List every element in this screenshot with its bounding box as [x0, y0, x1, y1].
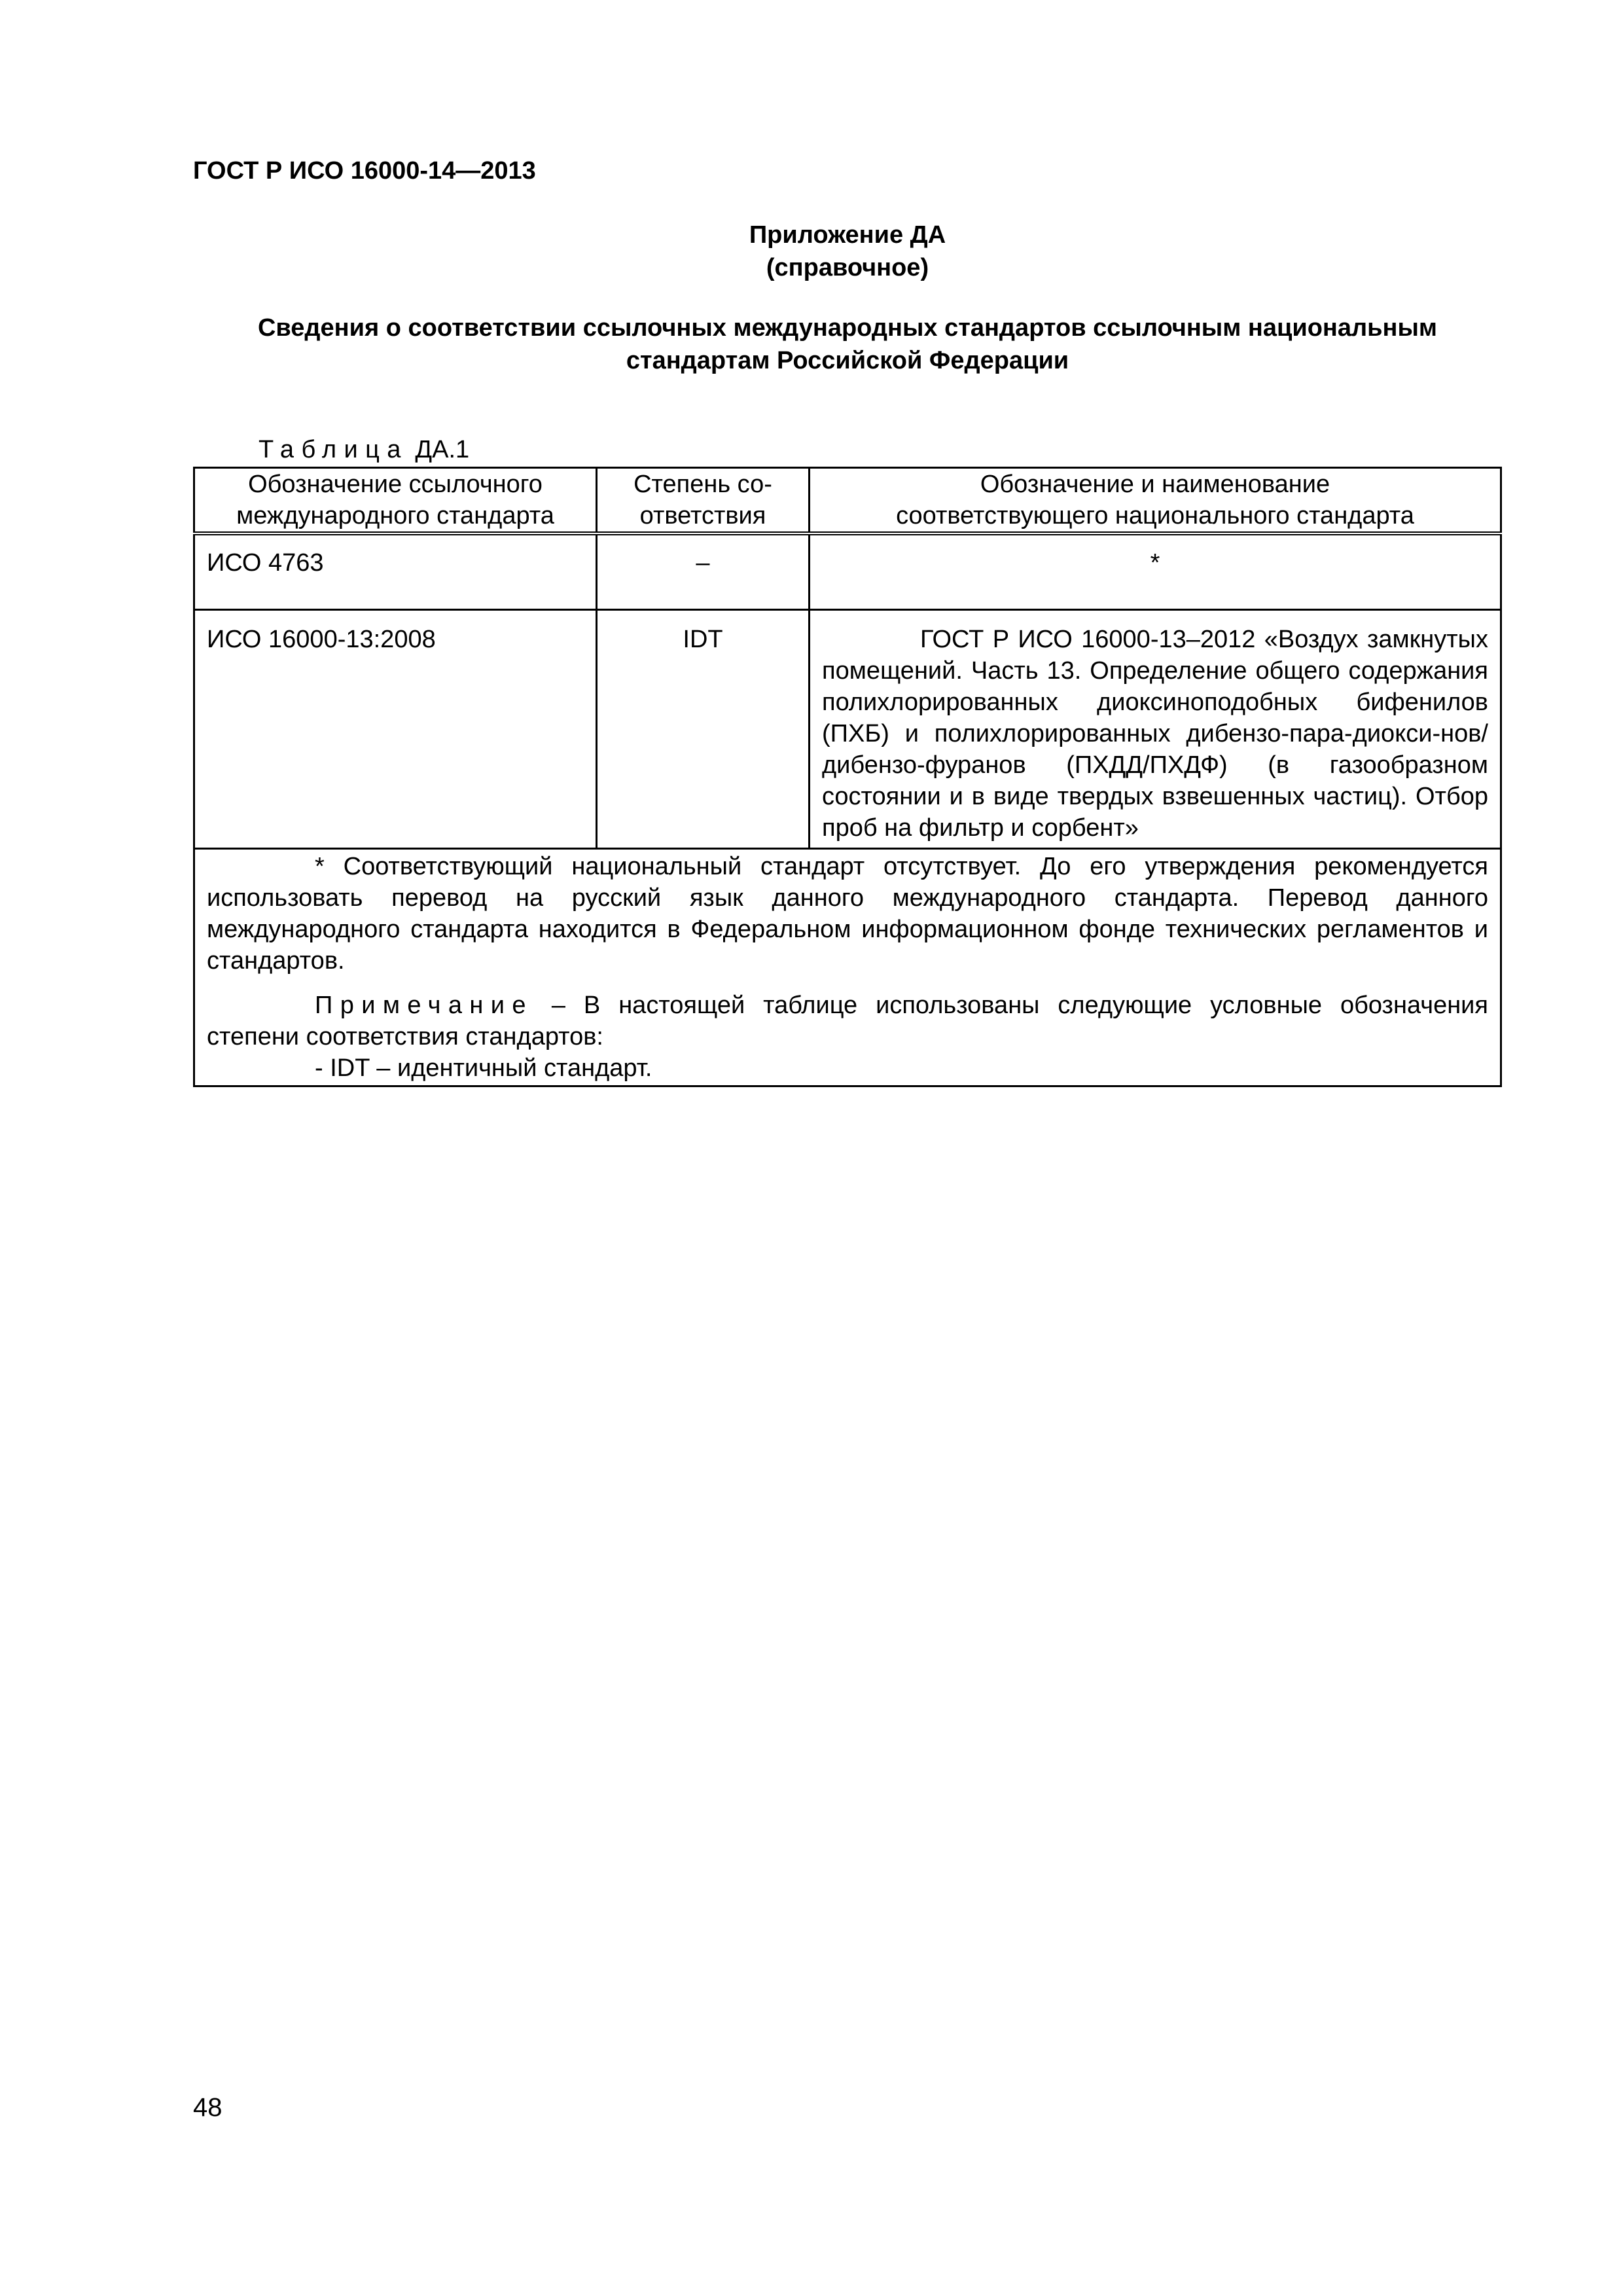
table-note [207, 990, 1488, 1052]
cell-national: ГОСТ Р ИСО 16000-13–2012 «Воздух замкнутых помещений. Часть 13. Определение общего содержания полихлорированных диоксиноподобных бифенилов (ПХБ) и полихлорированных дибензо-пара-диокси-нов/дибензо-фуранов (ПХДД/ПХДФ) (в газообразном состоянии и в виде твердых взвешенных частиц). Отбор проб на фильтр и сорбент» [810, 610, 1501, 849]
table-footnote: * Соответствующий национальный стандарт отсутствует. До его утверждения рекомендуется использовать перевод на русский язык данного международного стандарта. Перевод данного международного стандарта находится в Федеральном информационном фонде технических регламентов и стандартов. [207, 853, 1488, 975]
cell-degree: – [597, 533, 810, 610]
table-footer-cell [194, 849, 1501, 1086]
appendix-heading [193, 219, 1502, 284]
info-title [193, 312, 1502, 377]
header-line: Обозначение ссылочного [248, 471, 543, 498]
header-line: Обозначение и наименование [980, 471, 1330, 498]
table-footer-row [194, 849, 1501, 1086]
table-caption-label: Таблица [259, 436, 408, 463]
header-national-standard [810, 468, 1501, 534]
header-line: Степень со- [633, 471, 772, 498]
document-code: ГОСТ Р ИСО 16000-14—2013 [193, 157, 536, 185]
table-row [194, 610, 1501, 849]
note-label: Примечание [315, 992, 533, 1019]
note-text: – В настоящей таблице использованы следующие условные обозначения степени соответствия стандартов: [207, 992, 1488, 1050]
header-intl-designation [194, 468, 597, 534]
header-degree [597, 468, 810, 534]
header-line: ответствия [639, 502, 766, 529]
table-caption [259, 435, 469, 465]
page-number: 48 [193, 2093, 223, 2122]
note-item: - IDT – идентичный стандарт. [315, 1054, 652, 1082]
appendix-title: Приложение ДА [749, 221, 946, 249]
appendix-subtitle: (справочное) [766, 254, 929, 281]
cell-degree: IDT [597, 610, 810, 849]
header-line: соответствующего национального стандарта [896, 502, 1414, 529]
table-caption-number: ДА.1 [415, 436, 470, 463]
info-title-line-2: стандартам Российской Федерации [626, 347, 1069, 374]
info-title-line-1: Сведения о соответствии ссылочных международных стандартов ссылочным национальным [257, 314, 1438, 342]
standards-table [193, 467, 1502, 1087]
cell-designation: ИСО 4763 [194, 533, 597, 610]
cell-national: * [810, 533, 1501, 610]
table-header-row [194, 468, 1501, 534]
header-line: международного стандарта [236, 502, 554, 529]
table-row [194, 533, 1501, 610]
cell-designation: ИСО 16000-13:2008 [194, 610, 597, 849]
